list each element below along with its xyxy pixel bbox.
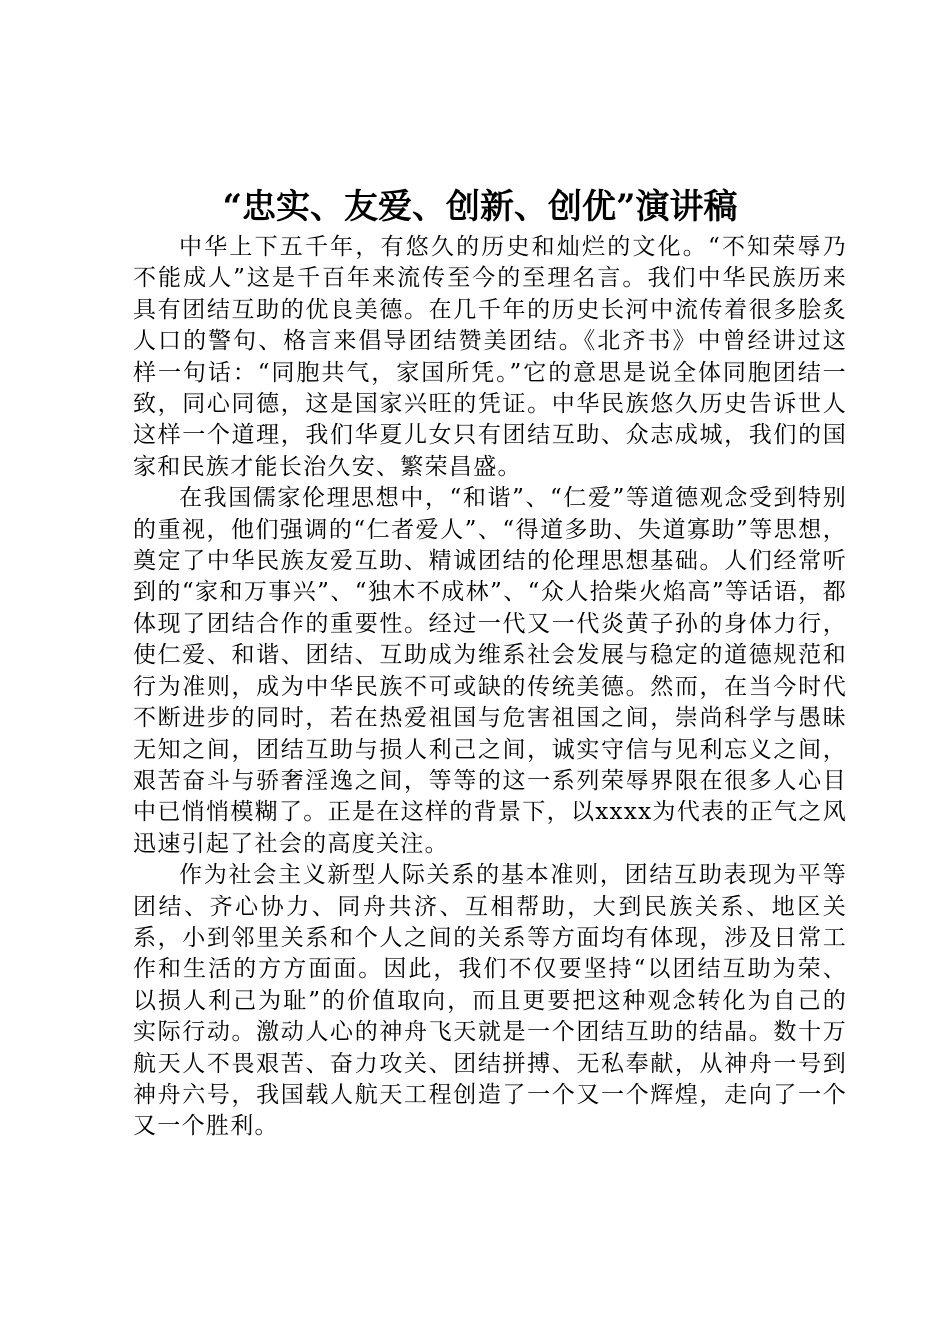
paragraph-3: 作为社会主义新型人际关系的基本准则，团结互助表现为平等团结、齐心协力、同舟共济、互相帮助，大到民族关系、地区关系，小到邻里关系和个人之间的关系等方面均有体现，涉及日常工作和生活的方方面面。因此，我们不仅要坚持“以团结互助为荣、以损人利己为耻”的价值取向，而且更要把这种观念转化为自己的实际行动。激动人心的神舟飞天就是一个团结互助的结晶。数十万航天人不畏艰苦、奋力攻关、团结拼搏、无私奉献，从神舟一号到神舟六号，我国载人航天工程创造了一个又一个辉煌，走向了一个又一个胜利。 xyxy=(133,862,847,1140)
document-title: “忠实、友爱、创新、创优”演讲稿 xyxy=(222,187,738,227)
paragraph-1: 中华上下五千年，有悠久的历史和灿烂的文化。“不知荣辱乃不能成人”这是千百年来流传至今的至理名言。我们中华民族历来具有团结互助的优良美德。在几千年的历史长河中流传着很多脍炙人口的警句、格言来倡导团结赞美团结。《北齐书》中曾经讲过这样一句话：“同胞共气，家国所凭。”它的意思是说全体同胞团结一致，同心同德，这是国家兴旺的凭证。中华民族悠久历史告诉世人这样一个道理，我们华夏儿女只有团结互助、众志成城，我们的国家和民族才能长治久安、繁荣昌盛。 xyxy=(133,234,847,480)
document-body xyxy=(133,232,847,1143)
paragraph-2: 在我国儒家伦理思想中，“和谐”、“仁爱”等道德观念受到特别的重视，他们强调的“仁者爱人”、“得道多助、失道寡助”等思想，奠定了中华民族友爱互助、精诚团结的伦理思想基础。人们经常听到的“家和万事兴”、“独木不成林”、“众人拾柴火焰高”等话语，都体现了团结合作的重要性。经过一代又一代炎黄子孙的身体力行，使仁爱、和谐、团结、互助成为维系社会发展与稳定的道德规范和行为准则，成为中华民族不可或缺的传统美德。然而，在当今时代不断进步的同时，若在热爱祖国与危害祖国之间，崇尚科学与愚昧无知之间，团结互助与损人利己之间，诚实守信与见利忘义之间，艰苦奋斗与骄奢淫逸之间，等等的这一系列荣辱界限在很多人心目中已悄悄模糊了。正是在这样的背景下，以xxxx为代表的正气之风迅速引起了社会的高度关注。 xyxy=(133,485,847,857)
